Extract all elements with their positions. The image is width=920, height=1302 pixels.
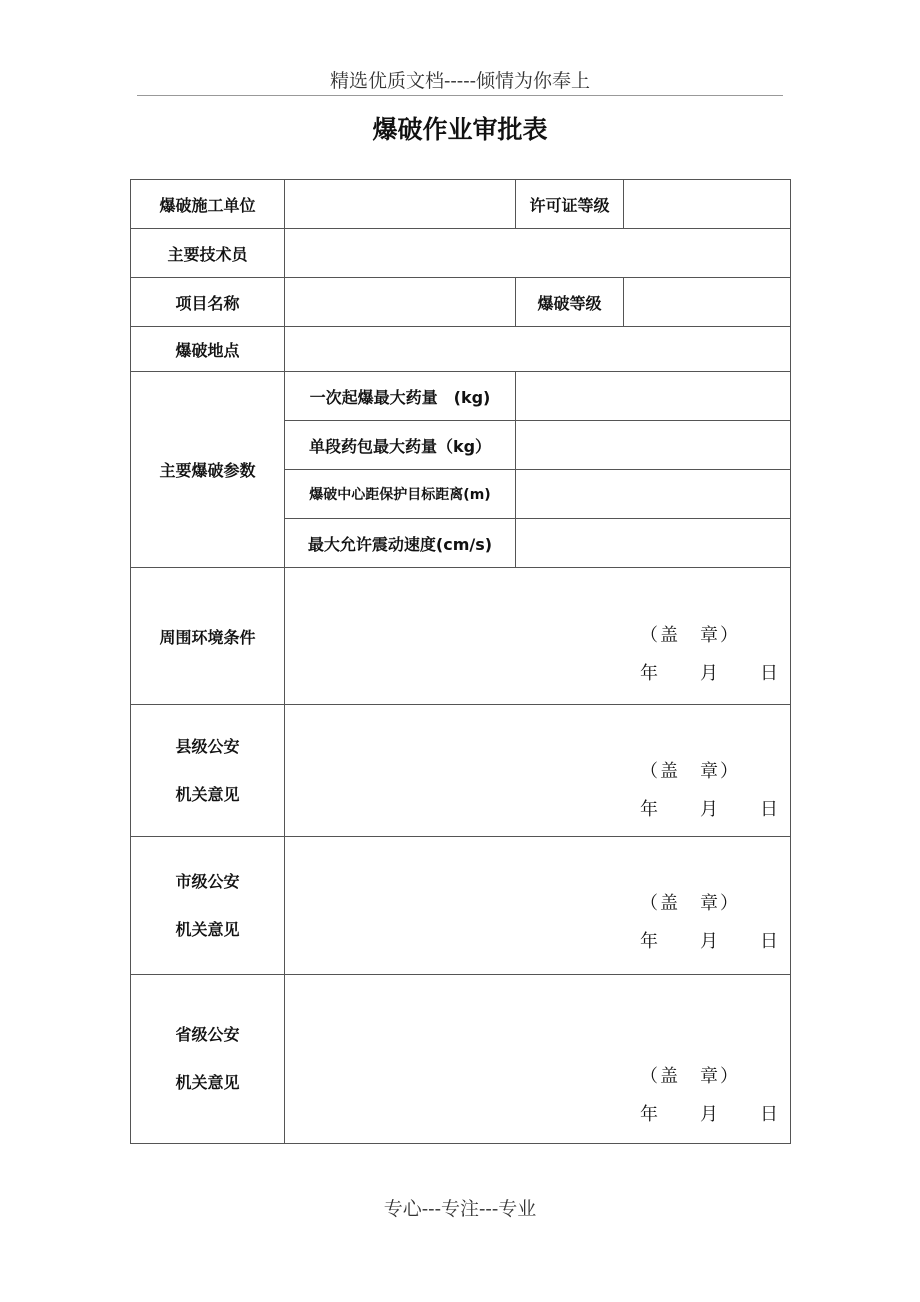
seal-text: （盖 章） (640, 1066, 740, 1087)
month-label: 月 (700, 663, 718, 684)
param-field-segment-charge[interactable] (516, 421, 791, 470)
month-label: 月 (700, 1104, 718, 1125)
seal-text: （盖 章） (640, 893, 740, 914)
page-header: 精选优质文档-----倾情为你奉上 (329, 70, 591, 92)
year-label: 年 (640, 931, 658, 952)
env-field[interactable] (285, 568, 791, 705)
city-label-line1: 市级公安 (175, 871, 240, 891)
project-field[interactable] (285, 278, 516, 327)
month-label: 月 (700, 931, 718, 952)
license-field[interactable] (624, 180, 791, 229)
date-line (640, 791, 778, 829)
county-label (131, 705, 285, 837)
year-label: 年 (640, 799, 658, 820)
unit-field[interactable] (285, 180, 516, 229)
param-label-max-charge: 一次起爆最大药量 (kg) (285, 372, 516, 421)
param-field-distance[interactable] (516, 470, 791, 519)
county-label-line2: 机关意见 (175, 784, 240, 804)
tech-field[interactable] (285, 229, 791, 278)
param-field-max-charge[interactable] (516, 372, 791, 421)
tech-label: 主要技术员 (131, 229, 285, 278)
county-label-line1: 县级公安 (175, 736, 240, 756)
page-footer: 专心---专注---专业 (383, 1198, 537, 1220)
param-field-vibration[interactable] (516, 519, 791, 568)
province-label-line2: 机关意见 (175, 1073, 240, 1092)
date-line (640, 923, 778, 961)
stamp-block (640, 753, 778, 829)
param-label-vibration: 最大允许震动速度(cm/s) (285, 519, 516, 568)
province-label (131, 975, 285, 1144)
year-label: 年 (640, 663, 658, 684)
site-label: 爆破地点 (131, 327, 285, 372)
month-label: 月 (700, 799, 718, 820)
county-opinion-field[interactable] (285, 705, 791, 837)
day-label: 日 (760, 1104, 778, 1125)
stamp-block (640, 1058, 778, 1134)
day-label: 日 (760, 799, 778, 820)
seal-text: （盖 章） (640, 625, 740, 646)
stamp-block (640, 885, 778, 961)
grade-label: 爆破等级 (516, 278, 624, 327)
param-label-segment-charge: 单段药包最大药量（kg） (285, 421, 516, 470)
date-line (640, 655, 778, 693)
date-line (640, 1096, 778, 1134)
stamp-block (640, 617, 778, 693)
blasting-approval-form (130, 179, 791, 1144)
city-opinion-field[interactable] (285, 837, 791, 975)
province-label-line1: 省级公安 (175, 1025, 240, 1044)
city-label (131, 837, 285, 975)
grade-field[interactable] (624, 278, 791, 327)
seal-text: （盖 章） (640, 761, 740, 782)
document-title: 爆破作业审批表 (372, 115, 548, 144)
unit-label: 爆破施工单位 (131, 180, 285, 229)
param-label-distance: 爆破中心距保护目标距离(m) (285, 470, 516, 519)
day-label: 日 (760, 663, 778, 684)
header-divider (137, 95, 783, 96)
params-label: 主要爆破参数 (131, 372, 285, 568)
province-opinion-field[interactable] (285, 975, 791, 1144)
day-label: 日 (760, 931, 778, 952)
city-label-line2: 机关意见 (175, 919, 240, 939)
license-label: 许可证等级 (516, 180, 624, 229)
site-field[interactable] (285, 327, 791, 372)
env-label: 周围环境条件 (131, 568, 285, 705)
year-label: 年 (640, 1104, 658, 1125)
project-label: 项目名称 (131, 278, 285, 327)
